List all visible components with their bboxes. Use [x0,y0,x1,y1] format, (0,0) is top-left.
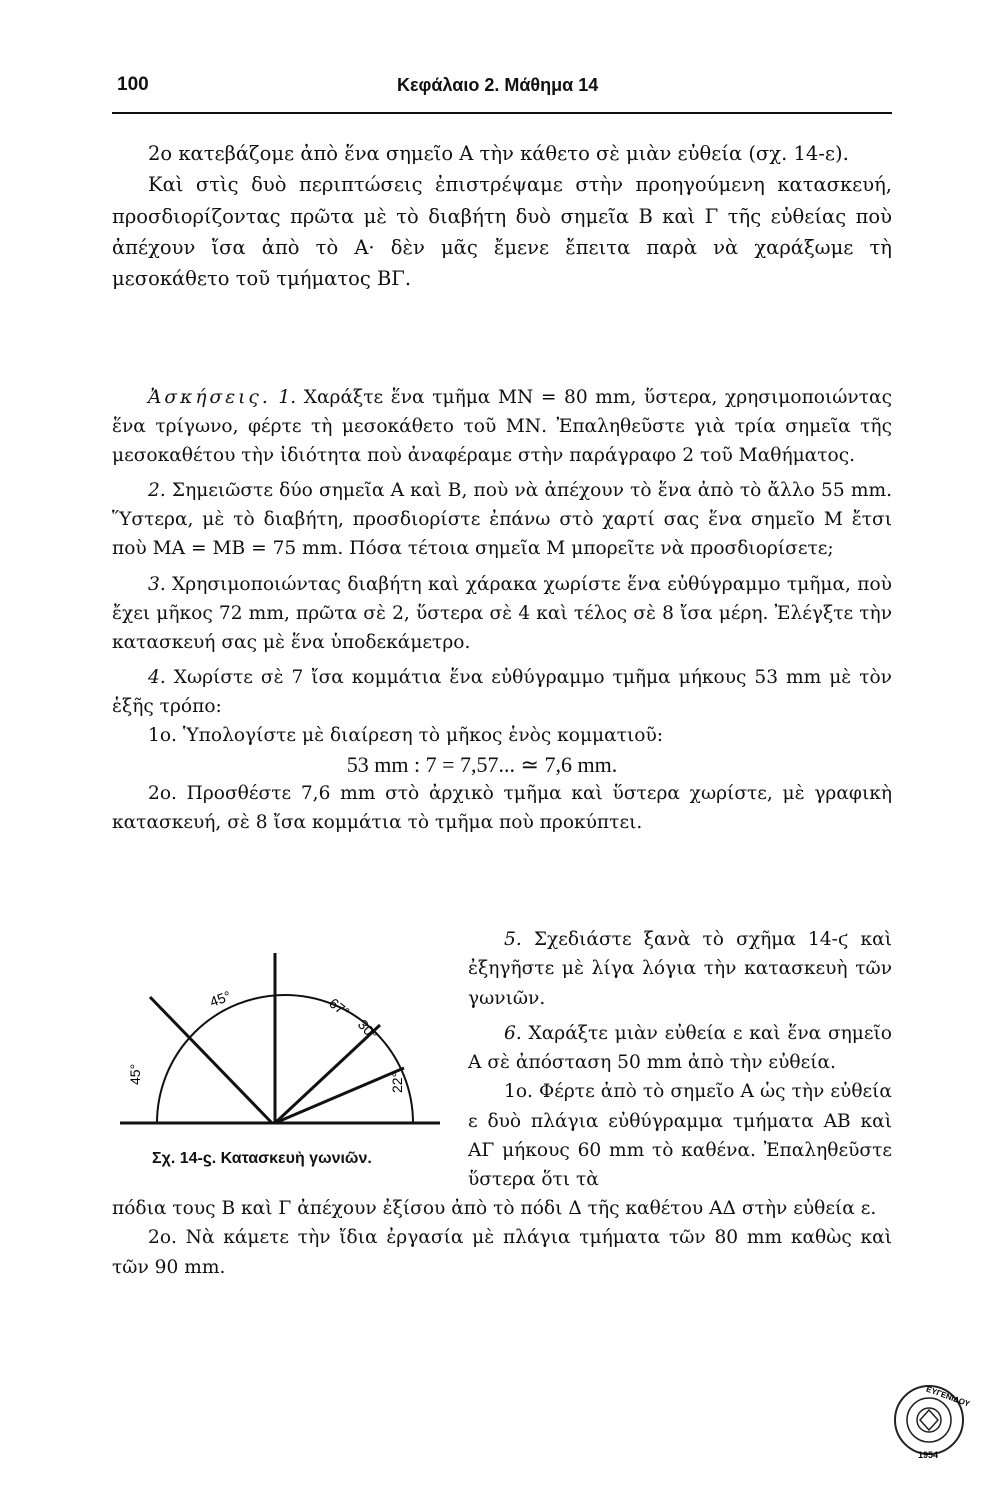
line-22-right [275,1068,404,1123]
line-45-right [275,1025,380,1123]
exercise-6-step-1-continued: πόδια τους Β καὶ Γ ἀπέχουν ἐξίσου ἀπὸ τὸ πόδι Δ τῆς καθέτου ΑΔ στὴν εὐθεία ε. [112,1198,877,1219]
exercises-heading: Ἀσκήσεις. [148,387,271,408]
intro-text [112,138,892,294]
exercise-text: Χωρίστε σὲ 7 ἴσα κομμάτια ἕνα εὐθύγραμμο τμῆμα μήκους 53 mm μὲ τὸν ἑξῆς τρόπο: [112,666,892,717]
svg-text:1954: 1954 [918,1450,939,1460]
semicircle-arc [157,995,413,1123]
intro-paragraph-1: 2ο κατεβάζομε ἀπὸ ἕνα σημεῖο Α τὴν κάθετο σὲ μιὰν εὐθεία (σχ. 14-ε). [148,142,849,165]
label-30: 30° [354,1016,381,1043]
exercise-1 [112,383,892,470]
exercise-text: Χαράξτε μιὰν εὐθεία ε καὶ ἕνα σημεῖο Α σὲ ἀπόσταση 50 mm ἀπὸ τὴν εὐθεία. [468,1022,892,1074]
exercise-number: 6. [504,1022,522,1044]
exercise-number: 3. [148,573,166,595]
stamp-seal [892,1382,972,1462]
right-column-text [468,925,892,1195]
exercise-text: Σημειῶστε δύο σημεῖα Α καὶ Β, ποὺ νὰ ἀπέχουν τὸ ἕνα ἀπὸ τὸ ἄλλο 55 mm. Ὕστερα, μὲ τὸ διαβήτη, προσδιορίστε ἐπάνω στὸ χαρτί σας ἕνα σημεῖο Μ ἔτσι ποὺ ΜΑ = ΜΒ = 75 mm. Πόσα τέτοια σημεῖα Μ μπορεῖτε νὰ προσδιορίσετε; [112,480,892,560]
exercise-4-formula: 53 mm : 7 = 7,57... ≃ 7,6 mm. [346,752,618,778]
exercise-4 [112,663,892,721]
exercise-text: Χρησιμοποιώντας διαβήτη καὶ χάρακα χωρίστε ἕνα εὐθύγραμμο τμῆμα, ποὺ ἔχει μῆκος 72 mm, πρῶτα σὲ 2, ὕστερα σὲ 4 καὶ τέλος σὲ 8 ἴσα μέρη. Ἐλέγξτε τὴν κατασκευή σας μὲ ἕνα ὑποδεκάμετρο. [112,573,892,653]
exercise-6 [468,1019,892,1078]
exercise-3 [112,570,892,657]
svg-text:ΕΥΓΕΝΙΔΟΥ: ΕΥΓΕΝΙΔΟΥ [924,1384,972,1409]
exercises-section [112,383,892,837]
label-67: 67° [326,994,353,1021]
exercise-number: 4. [148,666,166,688]
exercise-text: Σχεδιάστε ξανὰ τὸ σχῆμα 14-ϛ καὶ ἐξηγῆστε μὲ λίγα λόγια τὴν κατασκευὴ τῶν γωνιῶν. [468,929,892,1009]
page-number: 100 [117,74,149,95]
library-stamp [892,1382,972,1467]
exercise-4-step-2: 2ο. Προσθέστε 7,6 mm στὸ ἀρχικὸ τμῆμα καὶ ὕστερα χωρίστε, μὲ γραφικὴ κατασκευή, σὲ 8 ἴσα κομμάτια τὸ τμῆμα ποὺ προκύπτει. [112,783,892,834]
continued-text [112,1194,892,1282]
page-header [112,72,892,114]
exercise-4-step-1: 1ο. Ὑπολογίστε μὲ διαίρεση τὸ μῆκος ἑνὸς κομματιοῦ: [148,725,664,747]
angle-diagram [112,945,442,1145]
exercise-2 [112,476,892,563]
exercise-number: 5. [504,929,522,950]
intro-paragraph-2: Καὶ στὶς δυὸ περιπτώσεις ἐπιστρέψαμε στὴν προηγούμενη κατασκευή, προσδιορίζοντας πρῶτα μὲ τὸ διαβήτη δυὸ σημεῖα Β καὶ Γ τῆς εὐθείας ποὺ ἀπέχουν ἴσα ἀπὸ τὸ Α· δὲν μᾶς ἔμενε ἔπειτα παρὰ νὰ χαράξωμε τὴ μεσοκάθετο τοῦ τμήματος ΒΓ. [112,173,892,291]
exercise-text: Χαράξτε ἕνα τμῆμα ΜΝ = 80 mm, ὕστερα, χρησιμοποιώντας ἕνα τρίγωνο, φέρτε τὴ μεσοκάθετο τοῦ ΜΝ. Ἐπαληθεῦστε γιὰ τρία σημεῖα τῆς μεσοκαθέτου τὴν ἰδιότητα ποὺ ἀναφέραμε στὴν παράγραφο 2 τοῦ Μαθήματος. [112,387,892,467]
label-45-left: 45° [127,1063,143,1085]
exercise-number: 1. [278,387,297,408]
figure-angle-construction [112,945,442,1150]
label-45-top: 45° [207,987,233,1010]
exercise-number: 2. [148,480,166,502]
label-22: 22° [389,1071,405,1093]
line-45-left [150,997,272,1123]
exercise-5 [468,925,892,1013]
exercise-6-step-1: 1ο. Φέρτε ἀπὸ τὸ σημεῖο Α ὡς τὴν εὐθεία ε δυὸ πλάγια εὐθύγραμμα τμήματα ΑΒ καὶ ΑΓ μήκους 60 mm τὸ καθένα. Ἐπαληθεῦστε ὕστερα ὅτι τὰ [468,1081,892,1191]
exercise-6-step-2: 2ο. Νὰ κάμετε τὴν ἴδια ἐργασία μὲ πλάγια τμήματα τῶν 80 mm καθὼς καὶ τῶν 90 mm. [112,1227,892,1278]
chapter-title: Κεφάλαιο 2. Μάθημα 14 [397,75,599,95]
figure-caption: Σχ. 14-ϛ. Κατασκευὴ γωνιῶν. [152,1150,372,1167]
